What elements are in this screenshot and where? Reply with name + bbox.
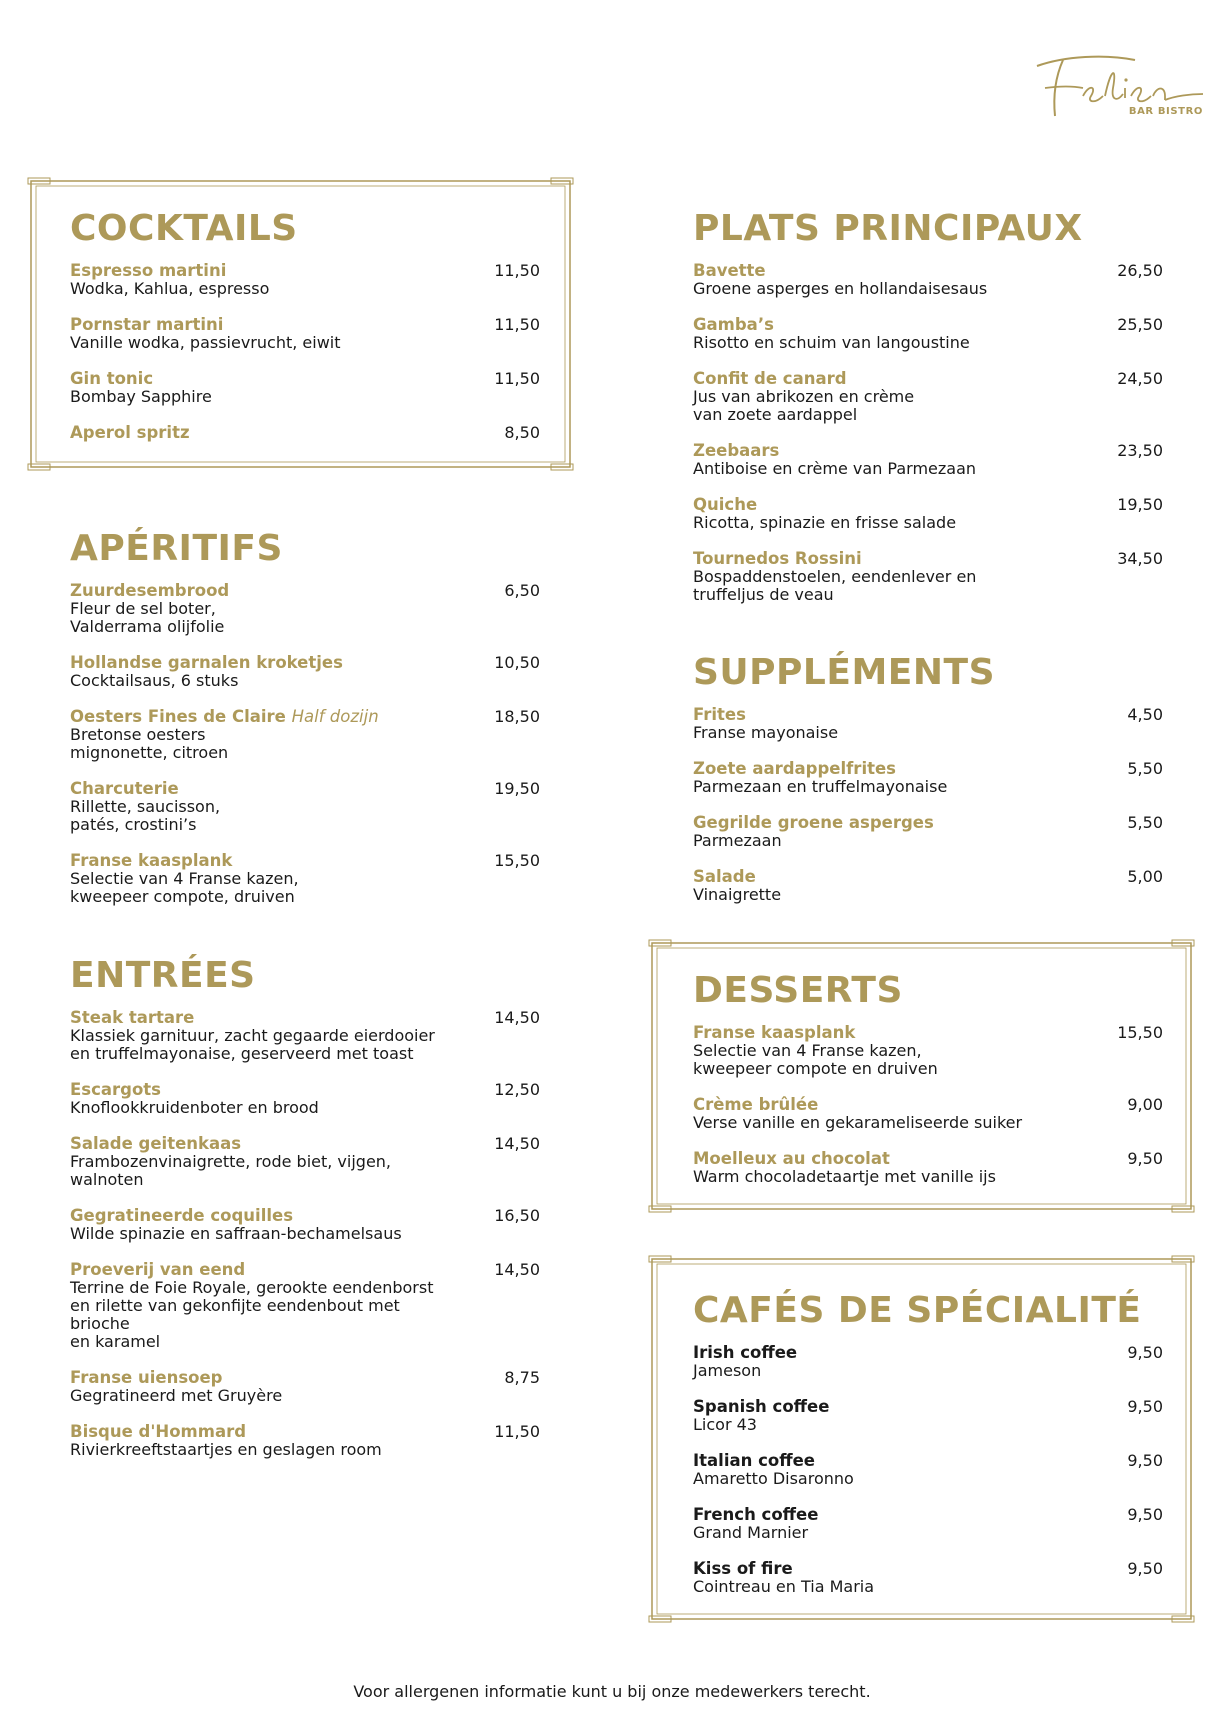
item-price: 23,50 xyxy=(1117,441,1163,460)
menu-item xyxy=(693,1506,1163,1542)
menu-item xyxy=(693,1344,1163,1380)
menu-item xyxy=(693,868,1163,904)
item-name: Gegratineerde coquilles xyxy=(70,1206,294,1225)
item-price: 6,50 xyxy=(504,581,540,600)
item-name: Pornstar martini xyxy=(70,315,224,334)
menu-item xyxy=(70,654,540,690)
item-desc: Amaretto Disaronno xyxy=(693,1469,854,1488)
item-price: 15,50 xyxy=(494,851,540,870)
item-price: 14,50 xyxy=(494,1008,540,1027)
item-name: Proeverij van eend xyxy=(70,1260,246,1279)
item-name-text: Oesters Fines de Claire xyxy=(70,707,286,726)
item-desc: Vanille wodka, passievrucht, eiwit xyxy=(70,333,341,352)
menu-item xyxy=(693,316,1163,352)
menu-item xyxy=(70,780,540,834)
item-price: 9,50 xyxy=(1127,1397,1163,1416)
section-title: SUPPLÉMENTS xyxy=(693,652,995,693)
item-name: Zuurdesembrood xyxy=(70,581,230,600)
section-title: COCKTAILS xyxy=(70,208,298,249)
item-desc: Jus van abrikozen en crème van zoete aardappel xyxy=(693,387,915,424)
item-desc: Licor 43 xyxy=(693,1415,757,1434)
item-price: 8,50 xyxy=(504,423,540,442)
item-name: Franse kaasplank xyxy=(70,851,233,870)
item-name: Espresso martini xyxy=(70,261,227,280)
menu-item xyxy=(70,1009,540,1063)
menu-item xyxy=(70,1261,540,1351)
item-price: 15,50 xyxy=(1117,1023,1163,1042)
item-name: Escargots xyxy=(70,1080,161,1099)
section-title: CAFÉS DE SPÉCIALITÉ xyxy=(693,1290,1142,1331)
item-desc: Terrine de Foie Royale, gerookte eendenborst en rilette van gekonfijte eendenbout met brioche en karamel xyxy=(70,1278,434,1351)
item-price: 9,50 xyxy=(1127,1451,1163,1470)
item-name xyxy=(70,708,460,726)
menu-item xyxy=(693,1398,1163,1434)
item-desc: Frambozenvinaigrette, rode biet, vijgen, walnoten xyxy=(70,1152,392,1189)
item-desc: Jameson xyxy=(693,1361,762,1380)
item-desc: Klassiek garnituur, zacht gegaarde eierdooier en truffelmayonaise, geserveerd met toast xyxy=(70,1026,435,1063)
item-desc: Cointreau en Tia Maria xyxy=(693,1577,875,1596)
item-desc: Rivierkreeftstaartjes en geslagen room xyxy=(70,1440,382,1459)
item-name: Salade geitenkaas xyxy=(70,1134,242,1153)
item-price: 5,50 xyxy=(1127,813,1163,832)
menu-item xyxy=(693,706,1163,742)
item-desc: Wilde spinazie en saffraan-bechamelsaus xyxy=(70,1224,402,1243)
item-desc: Parmezaan en truffelmayonaise xyxy=(693,777,948,796)
item-price: 11,50 xyxy=(494,369,540,388)
item-name: Bisque d'Hommard xyxy=(70,1422,247,1441)
item-name: Bavette xyxy=(693,261,766,280)
item-price: 26,50 xyxy=(1117,261,1163,280)
menu-item xyxy=(693,1560,1163,1596)
item-price: 24,50 xyxy=(1117,369,1163,388)
item-price: 11,50 xyxy=(494,315,540,334)
allergen-footer: Voor allergenen informatie kunt u bij onze medewerkers terecht. xyxy=(353,1682,871,1701)
section-entrees xyxy=(70,955,540,1477)
item-price: 4,50 xyxy=(1127,705,1163,724)
item-price: 19,50 xyxy=(494,779,540,798)
item-desc: Fleur de sel boter, Valderrama olijfolie xyxy=(70,599,225,636)
menu-item xyxy=(70,1369,540,1405)
menu-item xyxy=(70,1135,540,1189)
menu-item xyxy=(70,1423,540,1459)
item-desc: Vinaigrette xyxy=(693,885,782,904)
item-price: 11,50 xyxy=(494,1422,540,1441)
item-price: 9,50 xyxy=(1127,1343,1163,1362)
item-name: Gegrilde groene asperges xyxy=(693,813,934,832)
menu-item xyxy=(70,316,540,352)
item-desc: Ricotta, spinazie en frisse salade xyxy=(693,513,957,532)
item-name: Charcuterie xyxy=(70,779,179,798)
item-name: Tournedos Rossini xyxy=(693,549,862,568)
section-supplements xyxy=(693,652,1163,922)
item-price: 19,50 xyxy=(1117,495,1163,514)
item-price: 9,50 xyxy=(1127,1559,1163,1578)
section-title: DESSERTS xyxy=(693,970,903,1011)
menu-item xyxy=(693,370,1163,424)
item-name: Steak tartare xyxy=(70,1008,195,1027)
item-desc: Bombay Sapphire xyxy=(70,387,212,406)
item-desc: Bospaddenstoelen, eendenlever en truffeljus de veau xyxy=(693,567,977,604)
menu-item xyxy=(70,370,540,406)
menu-item xyxy=(693,262,1163,298)
menu-item xyxy=(693,1150,1163,1186)
logo-subtitle: BAR BISTRO xyxy=(1128,106,1203,117)
menu-item xyxy=(693,1096,1163,1132)
menu-item xyxy=(70,582,540,636)
item-price: 16,50 xyxy=(494,1206,540,1225)
section-title: ENTRÉES xyxy=(70,955,256,996)
brand-logo xyxy=(1025,48,1205,123)
item-price: 14,50 xyxy=(494,1260,540,1279)
item-price: 11,50 xyxy=(494,261,540,280)
item-note: Half dozijn xyxy=(291,707,379,726)
menu-item xyxy=(70,1081,540,1117)
item-name: Franse uiensoep xyxy=(70,1368,223,1387)
menu-item xyxy=(70,424,540,442)
item-desc: Verse vanille en gekarameliseerde suiker xyxy=(693,1113,1023,1132)
menu-item xyxy=(693,1024,1163,1078)
item-name: Moelleux au chocolat xyxy=(693,1149,890,1168)
section-title: PLATS PRINCIPAUX xyxy=(693,208,1083,249)
item-desc: Bretonse oesters mignonette, citroen xyxy=(70,725,229,762)
item-desc: Groene asperges en hollandaisesaus xyxy=(693,279,988,298)
item-name: Gamba’s xyxy=(693,315,774,334)
section-cafes xyxy=(693,1290,1163,1614)
item-desc: Selectie van 4 Franse kazen, kweepeer compote, druiven xyxy=(70,869,299,906)
item-price: 34,50 xyxy=(1117,549,1163,568)
item-price: 14,50 xyxy=(494,1134,540,1153)
item-price: 8,75 xyxy=(504,1368,540,1387)
item-desc: Selectie van 4 Franse kazen, kweepeer compote en druiven xyxy=(693,1041,938,1078)
item-price: 5,00 xyxy=(1127,867,1163,886)
section-aperitifs xyxy=(70,528,540,924)
item-price: 18,50 xyxy=(494,707,540,726)
item-name: French coffee xyxy=(693,1505,819,1524)
menu-item xyxy=(70,708,540,762)
menu-item xyxy=(693,760,1163,796)
menu-item xyxy=(693,496,1163,532)
section-plats-principaux xyxy=(693,208,1163,622)
item-desc: Parmezaan xyxy=(693,831,782,850)
section-title: APÉRITIFS xyxy=(70,528,283,569)
item-name: Quiche xyxy=(693,495,758,514)
item-name: Crème brûlée xyxy=(693,1095,819,1114)
item-name: Spanish coffee xyxy=(693,1397,830,1416)
section-cocktails xyxy=(70,208,540,460)
item-name: Irish coffee xyxy=(693,1343,798,1362)
item-price: 5,50 xyxy=(1127,759,1163,778)
menu-item xyxy=(693,442,1163,478)
item-name: Aperol spritz xyxy=(70,423,190,442)
item-price: 25,50 xyxy=(1117,315,1163,334)
menu-item xyxy=(693,1452,1163,1488)
menu-item xyxy=(70,1207,540,1243)
item-name: Salade xyxy=(693,867,756,886)
item-desc: Franse mayonaise xyxy=(693,723,839,742)
item-desc: Risotto en schuim van langoustine xyxy=(693,333,970,352)
item-desc: Warm chocoladetaartje met vanille ijs xyxy=(693,1167,996,1186)
item-price: 9,50 xyxy=(1127,1505,1163,1524)
item-desc: Cocktailsaus, 6 stuks xyxy=(70,671,239,690)
item-price: 12,50 xyxy=(494,1080,540,1099)
item-name: Kiss of fire xyxy=(693,1559,793,1578)
item-name: Franse kaasplank xyxy=(693,1023,856,1042)
item-desc: Grand Marnier xyxy=(693,1523,809,1542)
item-desc: Antiboise en crème van Parmezaan xyxy=(693,459,977,478)
item-price: 9,00 xyxy=(1127,1095,1163,1114)
item-price: 9,50 xyxy=(1127,1149,1163,1168)
menu-item xyxy=(70,262,540,298)
item-desc: Wodka, Kahlua, espresso xyxy=(70,279,270,298)
item-name: Gin tonic xyxy=(70,369,154,388)
menu-item xyxy=(693,550,1163,604)
menu-item xyxy=(70,852,540,906)
item-name: Hollandse garnalen kroketjes xyxy=(70,653,343,672)
item-desc: Rillette, saucisson, patés, crostini’s xyxy=(70,797,221,834)
item-desc: Gegratineerd met Gruyère xyxy=(70,1386,283,1405)
item-name: Zeebaars xyxy=(693,441,780,460)
item-name: Italian coffee xyxy=(693,1451,815,1470)
item-name: Frites xyxy=(693,705,746,724)
section-desserts xyxy=(693,970,1163,1204)
item-price: 10,50 xyxy=(494,653,540,672)
menu-item xyxy=(693,814,1163,850)
item-name: Zoete aardappelfrites xyxy=(693,759,897,778)
item-desc: Knoflookkruidenboter en brood xyxy=(70,1098,319,1117)
item-name: Confit de canard xyxy=(693,369,847,388)
